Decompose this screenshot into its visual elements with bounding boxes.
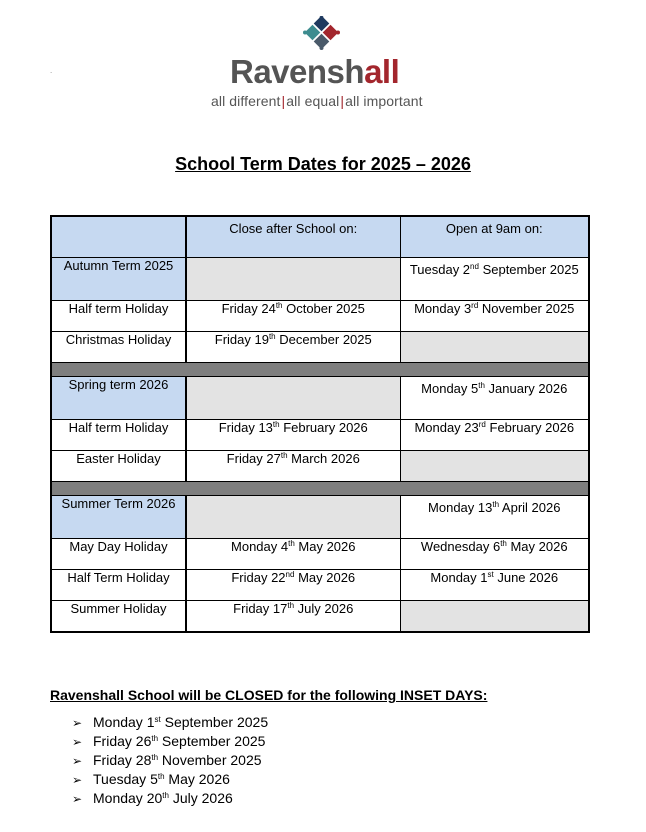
tagline-part1: all different: [211, 93, 281, 109]
holiday-row: [51, 301, 589, 332]
empty-cell: [400, 451, 589, 482]
close-date-cell: Friday 13th February 2026: [186, 420, 400, 451]
page-title: School Term Dates for 2025 – 2026: [175, 154, 471, 174]
close-date-cell: Friday 24th October 2025: [186, 301, 400, 332]
term-row-autumn: [51, 258, 589, 301]
logo-word-part1: Ravensh: [230, 53, 365, 90]
empty-cell: [400, 332, 589, 363]
holiday-name-cell: Half term Holiday: [51, 301, 186, 332]
term-open-date: Monday 13th April 2026: [400, 496, 589, 539]
header-cell-open: Open at 9am on:: [400, 216, 589, 258]
term-name-cell: Summer Term 2026: [51, 496, 186, 539]
list-item: ➢ Tuesday 5th May 2026: [72, 771, 230, 787]
open-date-cell: Monday 1st June 2026: [400, 570, 589, 601]
header-cell-empty: [51, 216, 186, 258]
arrow-bullet-icon: ➢: [72, 735, 83, 749]
arrow-bullet-icon: ➢: [72, 716, 83, 730]
term-open-date: Tuesday 2nd September 2025: [400, 258, 589, 301]
holiday-name-cell: Christmas Holiday: [51, 332, 186, 363]
list-item: ➢ Friday 26th September 2025: [72, 733, 266, 749]
list-item: ➢ Friday 28th November 2025: [72, 752, 262, 768]
holiday-name-cell: May Day Holiday: [51, 539, 186, 570]
close-date-cell: Friday 19th December 2025: [186, 332, 400, 363]
close-date-cell: Friday 22nd May 2026: [186, 570, 400, 601]
term-row-spring: [51, 377, 589, 420]
holiday-row: [51, 539, 589, 570]
inset-days-list: [72, 713, 268, 808]
logo-word-part2: all: [364, 53, 400, 90]
holiday-name-cell: Summer Holiday: [51, 601, 186, 633]
open-date-cell: Wednesday 6th May 2026: [400, 539, 589, 570]
holiday-name-cell: Half Term Holiday: [51, 570, 186, 601]
holiday-row: [51, 451, 589, 482]
separator-cell: [51, 363, 589, 377]
arrow-bullet-icon: ➢: [72, 773, 83, 787]
close-date-cell: Friday 17th July 2026: [186, 601, 400, 633]
term-name-cell: Autumn Term 2025: [51, 258, 186, 301]
tagline-separator: |: [340, 93, 345, 109]
open-date-cell: Monday 23rd February 2026: [400, 420, 589, 451]
tagline-separator: |: [281, 93, 286, 109]
close-date-cell: Monday 4th May 2026: [186, 539, 400, 570]
term-open-date: Monday 5th January 2026: [400, 377, 589, 420]
list-item: ➢ Monday 20th July 2026: [72, 790, 233, 806]
close-date-cell: Friday 27th March 2026: [186, 451, 400, 482]
stray-mark: .: [50, 66, 53, 75]
table-header-row: [51, 216, 589, 258]
header-cell-close: Close after School on:: [186, 216, 400, 258]
empty-cell: [186, 496, 400, 539]
holiday-row: [51, 601, 589, 633]
puzzle-logo-icon: [300, 16, 346, 56]
list-item: ➢ Monday 1st September 2025: [72, 714, 269, 730]
holiday-name-cell: Easter Holiday: [51, 451, 186, 482]
tagline-part2: all equal: [286, 93, 340, 109]
section-separator-row: [51, 482, 589, 496]
holiday-row: [51, 332, 589, 363]
term-name-cell: Spring term 2026: [51, 377, 186, 420]
term-dates-table: [50, 215, 590, 633]
open-date-cell: Monday 3rd November 2025: [400, 301, 589, 332]
empty-cell: [186, 377, 400, 420]
section-separator-row: [51, 363, 589, 377]
empty-cell: [186, 258, 400, 301]
logo-tagline: [211, 93, 423, 109]
holiday-row: [51, 420, 589, 451]
holiday-row: [51, 570, 589, 601]
arrow-bullet-icon: ➢: [72, 792, 83, 806]
school-logo-wordmark: [230, 52, 399, 92]
holiday-name-cell: Half term Holiday: [51, 420, 186, 451]
separator-cell: [51, 482, 589, 496]
term-row-summer: [51, 496, 589, 539]
arrow-bullet-icon: ➢: [72, 754, 83, 768]
tagline-part3: all important: [345, 93, 423, 109]
empty-cell: [400, 601, 589, 633]
inset-days-heading: Ravenshall School will be CLOSED for the following INSET DAYS:: [50, 687, 488, 703]
